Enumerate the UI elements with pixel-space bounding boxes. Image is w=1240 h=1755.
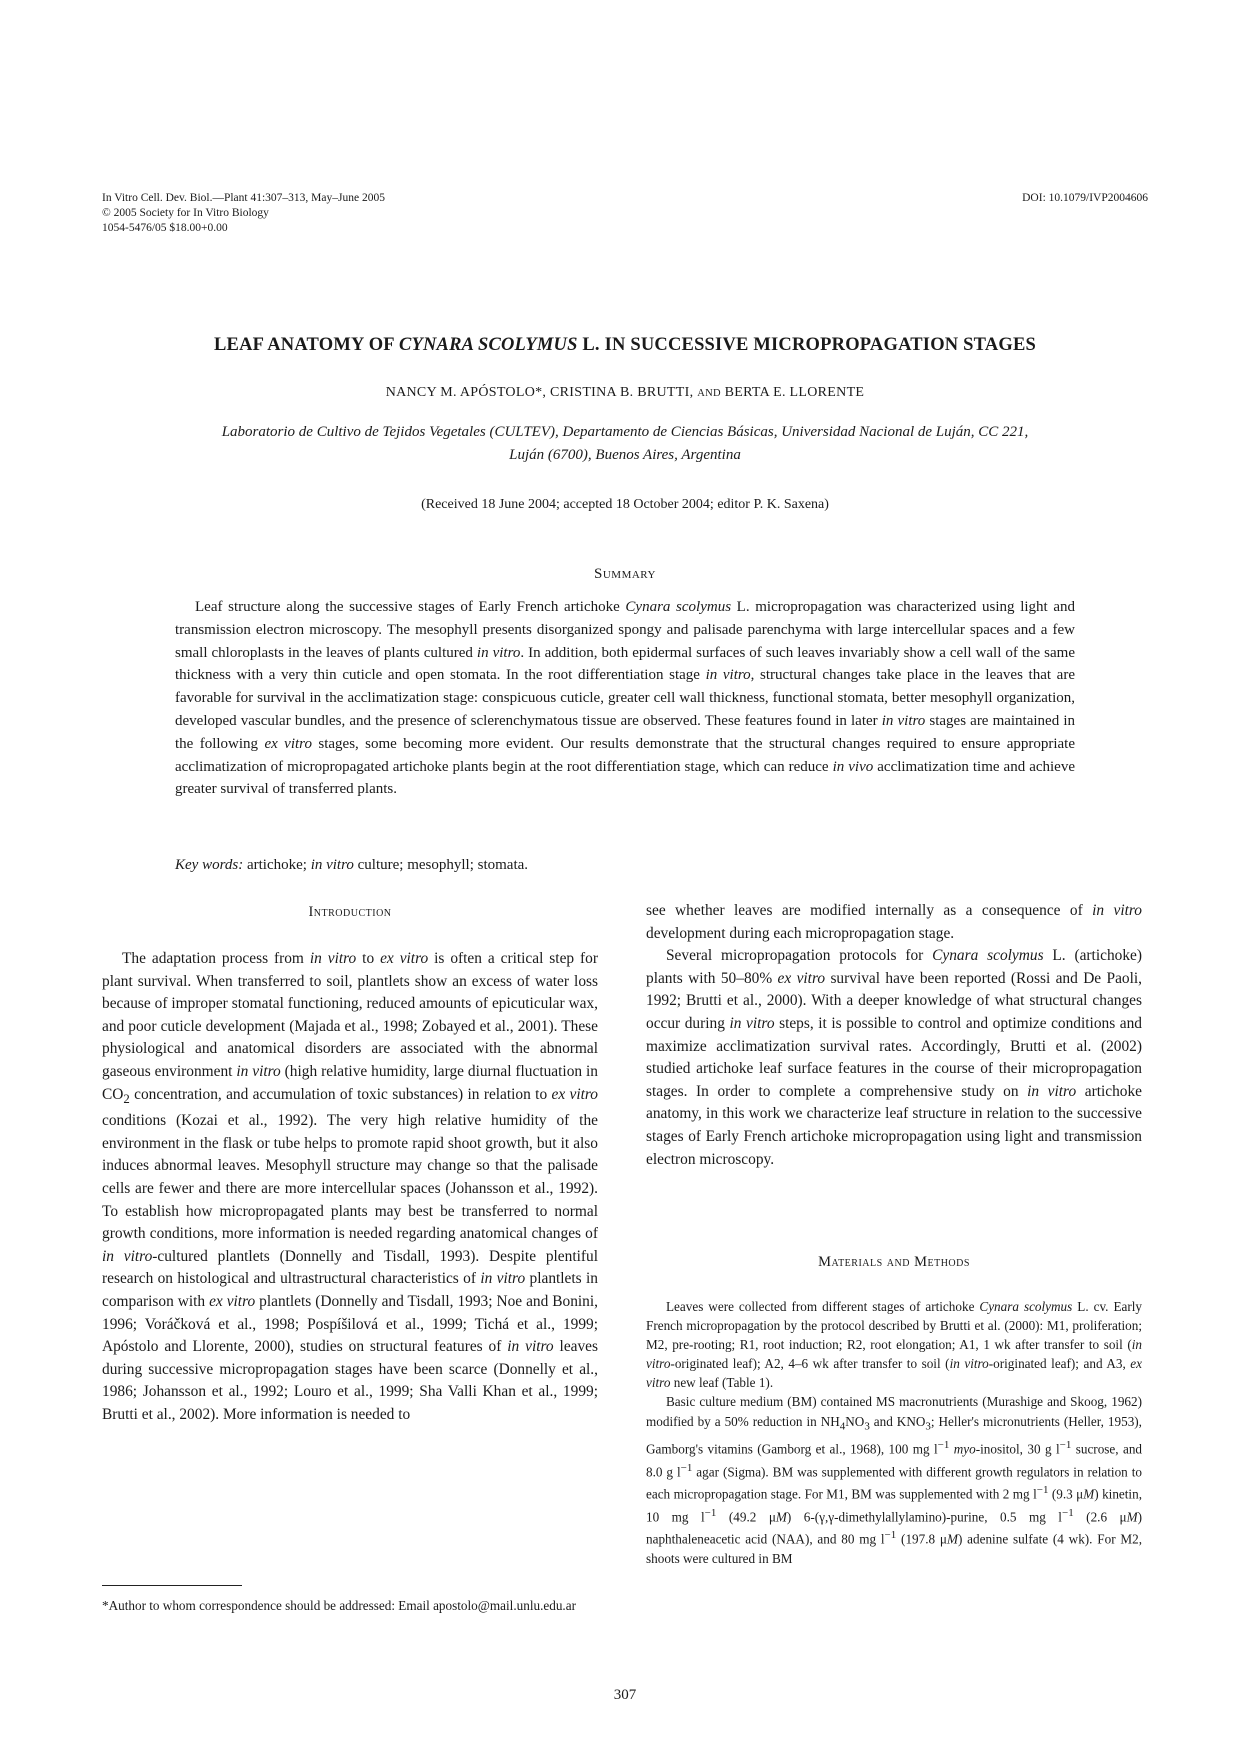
methods-heading: Materials and Methods — [818, 1254, 970, 1270]
summary-italic: Cynara scolymus — [625, 599, 732, 615]
methods-span: Basic culture medium (BM) contained MS macronutrients (Murashige and Skoog, 1962) modified by a 50% reduction in NH — [646, 1394, 1142, 1429]
methods-span: (49.2 μ — [716, 1509, 776, 1525]
intro-italic: in vitro — [236, 1062, 281, 1080]
methods-span: agar (Sigma). BM was supplemented with different growth regulators in relation to each micropropagation stage. For M1, BM was supplemented with 2 mg l — [646, 1464, 1142, 1502]
methods-span: ) kinetin, 10 mg l — [646, 1486, 1142, 1525]
methods-superscript: −1 — [704, 1506, 717, 1519]
title-pre: LEAF ANATOMY OF — [213, 335, 399, 355]
intro-italic: ex vitro — [551, 1085, 598, 1103]
intro-italic: in vitro — [480, 1270, 526, 1288]
methods-span: -inositol, 30 g l — [975, 1441, 1060, 1457]
summary-italic: ex vitro — [264, 735, 312, 752]
intro-paragraph-2 — [646, 945, 1142, 1171]
journal-line-3: 1054-5476/05 $18.00+0.00 — [102, 222, 228, 234]
methods-superscript: −1 — [884, 1529, 897, 1542]
methods-italic: Cynara scolymus — [979, 1299, 1073, 1314]
methods-span: (197.8 μ — [896, 1531, 947, 1547]
title-post: L. IN SUCCESSIVE MICROPROPAGATION STAGES — [577, 335, 1037, 355]
methods-span: (2.6 μ — [1073, 1509, 1127, 1525]
methods-italic: M — [1083, 1486, 1095, 1502]
methods-superscript: −1 — [1059, 1439, 1072, 1452]
intro-italic: in vitro — [729, 1014, 775, 1032]
methods-span: -originated leaf); and A3, — [988, 1356, 1131, 1372]
methods-italic: M — [775, 1509, 787, 1525]
methods-paragraph-1 — [646, 1297, 1142, 1392]
methods-span: and KNO — [869, 1413, 926, 1429]
authors-and: AND — [697, 388, 721, 399]
methods-text — [646, 1297, 1142, 1568]
correspondence-footnote: *Author to whom correspondence should be addressed: Email apostolo@mail.unlu.edu.ar — [102, 1598, 576, 1613]
summary-span: stages are maintained in the following — [175, 712, 1075, 752]
doi: DOI: 10.1079/IVP2004606 — [1022, 192, 1148, 204]
intro-subscript: 2 — [123, 1091, 130, 1106]
intro-span: plantlets in comparison with — [102, 1270, 598, 1310]
methods-span: L. cv. Early French micropropagation by the protocol described by Brutti et al. (2000): M1, proliferation; M2, pre-rooting; R1, root induction; R2, root elongation; A1, 1 wk after transfer to soil ( — [646, 1299, 1143, 1353]
methods-italic: myo — [953, 1441, 976, 1457]
footnote-rule — [102, 1585, 242, 1586]
methods-span: sucrose, and 8.0 g l — [646, 1441, 1143, 1480]
intro-span: to — [356, 950, 381, 967]
methods-italic: in vitro — [646, 1337, 1142, 1372]
intro-span: L. (artichoke) plants with 50–80% — [646, 947, 1142, 987]
methods-span: ) adenine sulfate (4 wk). For M2, shoots were cultured in BM — [646, 1531, 1142, 1566]
intro-span: (high relative humidity, large diurnal fluctuation in CO — [102, 1062, 598, 1103]
methods-subscript: 3 — [864, 1420, 870, 1433]
summary-span: L. micropropagation was characterized using light and transmission electron microscopy. The mesophyll presents disorganized spongy and palisade parenchyma with large intercellular spaces and a few small chloroplasts in the leaves of plants cultured — [175, 599, 1075, 661]
introduction-left-column — [102, 948, 598, 1427]
page-number: 307 — [613, 1687, 637, 1703]
methods-superscript: −1 — [937, 1439, 950, 1452]
summary-italic: in vitro — [705, 667, 751, 684]
intro-span: leaves during successive micropropagation stages have been scarce (Donnelly et al., 1986; Johansson et al., 1992; Louro et al., 1999; Sha Valli Khan et al., 1999; Brutti et al., 2002). More information is needed to — [102, 1338, 598, 1423]
intro-italic: ex vitro — [209, 1292, 256, 1310]
methods-paragraph-2 — [646, 1392, 1142, 1567]
methods-italic: ex vitro — [646, 1356, 1142, 1391]
intro-span: development during each micropropagation stage. — [646, 924, 955, 942]
intro-italic: in vitro — [102, 1247, 153, 1265]
intro-span: concentration, and accumulation of toxic substances) in relation to — [129, 1085, 552, 1103]
methods-span: ; Heller's micronutrients (Heller, 1953), Gamborg's vitamins (Gamborg et al., 1968), 100 mg l — [646, 1413, 1142, 1457]
introduction-right-column — [646, 900, 1142, 1171]
title-species: CYNARA SCOLYMUS — [398, 335, 578, 355]
methods-span: NO — [845, 1413, 865, 1429]
received-dates: (Received 18 June 2004; accepted 18 October 2004; editor P. K. Saxena) — [421, 497, 829, 512]
keywords — [175, 857, 1075, 874]
introduction-heading: Introduction — [308, 904, 392, 920]
methods-span: new leaf (Table 1). — [670, 1375, 774, 1391]
affiliation-line-2: Luján (6700), Buenos Aires, Argentina — [509, 447, 741, 463]
summary-span: , structural changes take place in the leaves that are favorable for survival in the acclimatization stage: conspicuous cuticle, greater cell wall thickness, functional stomata, better mesophyll organization, developed vascular bundles, and the presence of sclerenchymatous tissue are observed. These features found in later — [175, 667, 1075, 729]
summary-span: acclimatization time and achieve greater survival of transferred plants. — [175, 758, 1075, 798]
methods-superscript: −1 — [680, 1461, 693, 1474]
methods-subscript: 3 — [925, 1420, 931, 1433]
keywords-span: artichoke; — [243, 857, 311, 873]
intro-italic: ex vitro — [380, 950, 429, 967]
summary-text — [175, 596, 1075, 801]
methods-superscript: −1 — [1036, 1484, 1049, 1497]
methods-span: Leaves were collected from different stages of artichoke — [666, 1299, 980, 1314]
intro-italic: ex vitro — [777, 969, 826, 987]
intro-italic: in vitro — [1092, 902, 1142, 919]
summary-span: stages, some becoming more evident. Our results demonstrate that the structural changes required to ensure appropriate acclimatization of micropropagated artichoke plants begin at the root differentiation stage, which can reduce — [175, 735, 1076, 775]
affiliation — [150, 421, 1100, 467]
authors — [102, 385, 1148, 401]
methods-italic: M — [1126, 1509, 1138, 1525]
intro-span: survival have been reported (Rossi and De Paoli, 1992; Brutti et al., 2000). With a deeper knowledge of what structural changes occur during — [646, 969, 1142, 1032]
intro-span: steps, it is possible to control and optimize conditions and maximize acclimatization survival rates. Accordingly, Brutti et al. (2002) studied artichoke leaf surface features in the course of their micropropagation stages. In order to complete a comprehensive study on — [646, 1014, 1142, 1100]
journal-line-1: In Vitro Cell. Dev. Biol.—Plant 41:307–313, May–June 2005 — [102, 192, 385, 204]
intro-paragraph-1-cont — [646, 900, 1142, 945]
authors-names-1: NANCY M. APÓSTOLO*, CRISTINA B. BRUTTI, — [385, 385, 698, 400]
intro-paragraph-1 — [102, 948, 598, 1427]
intro-span: see whether leaves are modified internally as a consequence of — [646, 902, 1093, 919]
methods-span: ) 6-(γ,γ-dimethylallylamino)-purine, 0.5 mg l — [786, 1509, 1062, 1525]
intro-italic: in vitro — [1027, 1082, 1077, 1100]
intro-italic: Cynara scolymus — [932, 947, 1044, 965]
article-title — [102, 335, 1148, 356]
methods-span: -originated leaf); A2, 4–6 wk after transfer to soil ( — [670, 1356, 950, 1372]
intro-span: artichoke anatomy, in this work we characterize leaf structure in relation to the successive stages of Early French artichoke micropropagation using light and transmission electron microscopy. — [646, 1082, 1142, 1168]
summary-italic: in vivo — [832, 758, 874, 775]
intro-italic: in vitro — [507, 1338, 554, 1356]
methods-italic: in vitro — [949, 1356, 989, 1372]
keywords-span: culture; mesophyll; stomata. — [353, 857, 529, 873]
summary-italic: in vitro — [881, 712, 926, 729]
methods-subscript: 4 — [839, 1420, 846, 1433]
intro-span: is often a critical step for plant survival. When transferred to soil, plantlets show an excess of water loss because of improper stomatal functioning, reduced amounts of epicuticular wax, and poor cuticle development (Majada et al., 1998; Zobayed et al., 2001). These physiological and anatomical disorders are associated with the abnormal gaseous environment — [102, 950, 598, 1080]
affiliation-line-1: Laboratorio de Cultivo de Tejidos Vegetales (CULTEV), Departamento de Ciencias Básicas, Universidad Nacional de Luján, CC 221, — [221, 424, 1029, 440]
keywords-label: Key words: — [175, 857, 244, 873]
methods-superscript: −1 — [1061, 1506, 1074, 1519]
keywords-italic: in vitro — [310, 857, 354, 873]
intro-span: plantlets (Donnelly and Tisdall, 1993; Noe and Bonini, 1996; Voráčková et al., 1998; Pospíšilová et al., 1999; Tichá et al., 1999; Apóstolo and Llorente, 2000), studies on structural features of — [102, 1292, 598, 1356]
methods-span: ) naphthaleneacetic acid (NAA), and 80 mg l — [646, 1509, 1143, 1547]
intro-italic: in vitro — [309, 950, 357, 967]
journal-line-2: © 2005 Society for In Vitro Biology — [102, 207, 269, 219]
methods-span: (9.3 μ — [1048, 1486, 1084, 1502]
intro-span: -cultured plantlets (Donnelly and Tisdall, 1993). Despite plentiful research on histological and ultrastructural characteristics of — [102, 1247, 598, 1288]
summary-heading: Summary — [594, 566, 656, 582]
summary-span: Leaf structure along the successive stages of Early French artichoke — [195, 599, 626, 615]
methods-italic: M — [946, 1531, 958, 1547]
journal-citation — [102, 191, 385, 236]
intro-span: Several micropropagation protocols for — [666, 947, 933, 965]
intro-span: The adaptation process from — [122, 950, 310, 967]
summary-italic: in vitro — [476, 644, 521, 661]
authors-names-2: BERTA E. LLORENTE — [720, 385, 865, 400]
summary-span: . In addition, both epidermal surfaces of such leaves invariably show a cell wall of the same thickness with a very thin cuticle and open stomata. In the root differentiation stage — [175, 644, 1075, 684]
intro-span: conditions (Kozai et al., 1992). The very high relative humidity of the environment in the flask or tube helps to promote rapid shoot growth, but it also induces abnormal leaves. Mesophyll structure may change so that the palisade cells are fewer and there are more intercellular spaces (Johansson et al., 1992). To establish how micropropagated plants may best be transferred to normal growth conditions, more information is needed regarding anatomical changes of — [102, 1112, 598, 1243]
